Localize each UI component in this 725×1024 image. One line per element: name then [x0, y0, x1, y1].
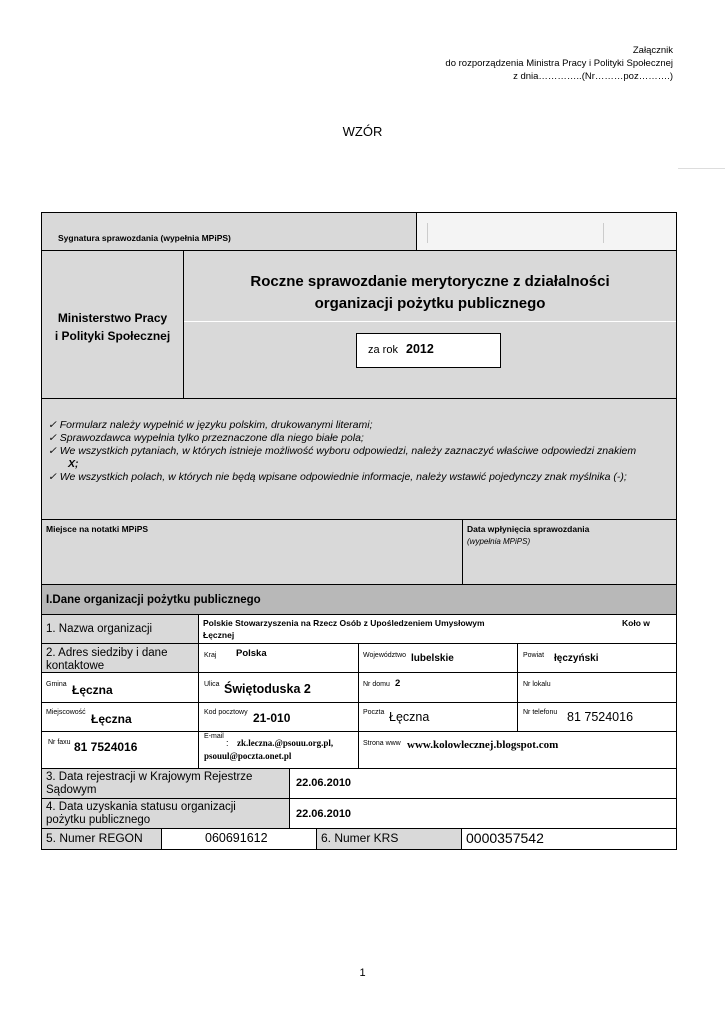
krs-registration-label-cell	[42, 769, 290, 799]
commune-label: Gmina	[46, 681, 67, 688]
opp-status-date: 22.06.2010	[296, 808, 352, 820]
address-label-2: kontaktowe	[46, 660, 105, 672]
krs-registration-label-2: Sądowym	[46, 784, 97, 796]
org-name-field[interactable]	[199, 615, 676, 644]
opp-status-label-1: 4. Data uzyskania statusu organizacji	[46, 801, 236, 813]
phone-field[interactable]	[518, 703, 676, 732]
instruction-1: ✓ Formularz należy wypełnić w języku polskim, drukowanymi literami;	[48, 419, 373, 431]
year-value: 2012	[406, 342, 434, 356]
report-title-cell	[184, 251, 676, 399]
apartment-number-label: Nr lokalu	[523, 681, 551, 688]
website-field[interactable]	[359, 732, 676, 769]
city-field[interactable]	[42, 703, 199, 732]
year-label: za rok	[368, 344, 398, 356]
county-label: Powiat	[523, 652, 545, 659]
section-header	[42, 585, 676, 615]
instruction-4: ✓ We wszystkich polach, w których nie będą wpisane odpowiednie informacje, należy wstawić pojedynczy znak myślnika (-);	[48, 471, 627, 483]
krs-registration-label-1: 3. Data rejestracji w Krajowym Rejestrze	[46, 771, 253, 783]
instruction-3: ✓ We wszystkich pytaniach, w których istnieje możliwość wyboru odpowiedzi, należy zaznaczyć właściwe odpowiedzi znakiem	[48, 445, 637, 457]
country-label: Kraj	[204, 652, 217, 659]
phone-value: 81 7524016	[567, 710, 634, 724]
header-line-2: do rozporządzenia Ministra Pracy i Polityki Społecznej	[445, 58, 673, 69]
krs-value: 0000357542	[466, 830, 544, 846]
post-office-label: Poczta	[363, 709, 385, 716]
org-name-value-suffix: Koło w	[622, 618, 650, 628]
postal-code-value: 21-010	[253, 711, 291, 725]
instruction-3-mark: X;	[68, 458, 79, 470]
report-title-line-1: Roczne sprawozdanie merytoryczne z działalności	[250, 273, 610, 290]
ministry-cell	[42, 251, 184, 399]
email-colon: :	[226, 738, 229, 748]
commune-field[interactable]	[42, 673, 199, 703]
post-office-value: Łęczna	[389, 710, 430, 724]
street-label: Ulica	[204, 681, 220, 688]
commune-value: Łęczna	[72, 683, 113, 697]
section-title: I.Dane organizacji pożytku publicznego	[46, 594, 261, 606]
post-office-field[interactable]	[359, 703, 518, 732]
postal-code-field[interactable]	[199, 703, 359, 732]
signature-label-cell	[42, 213, 417, 251]
page-number: 1	[359, 967, 366, 979]
county-field[interactable]	[518, 644, 676, 673]
address-label-1: 2. Adres siedziby i dane	[46, 647, 168, 659]
fax-field[interactable]	[42, 732, 199, 769]
county-value: łęczyński	[554, 653, 599, 664]
signature-label: Sygnatura sprawozdania (wypełnia MPiPS)	[58, 233, 231, 243]
city-value: Łęczna	[91, 712, 132, 726]
received-date-label: Data wpłynięcia sprawozdania	[467, 524, 590, 534]
fax-value: 81 7524016	[74, 740, 138, 754]
voivodeship-value: lubelskie	[411, 653, 454, 664]
notes-label: Miejsce na notatki MPiPS	[46, 524, 149, 534]
check-icon: ✓	[48, 419, 57, 431]
krs-label-cell	[317, 829, 462, 849]
check-icon: ✓	[48, 445, 57, 457]
phone-label: Nr telefonu	[523, 709, 558, 716]
check-icon: ✓	[48, 471, 57, 483]
address-label-cell	[42, 644, 199, 673]
year-field[interactable]	[356, 333, 501, 368]
house-number-value: 2	[395, 678, 401, 689]
received-date-sub: (wypełnia MPiPS)	[467, 537, 531, 546]
template-label: WZÓR	[342, 124, 383, 139]
email-label: E-mail	[204, 733, 224, 740]
voivodeship-label: Województwo	[363, 652, 407, 659]
country-value: Polska	[236, 648, 267, 659]
instructions-panel	[42, 399, 676, 520]
received-date-cell	[463, 520, 676, 585]
postal-code-label: Kod pocztowy	[204, 709, 248, 716]
instruction-2: ✓ Sprawozdawca wypełnia tylko przeznaczone dla niego białe pola;	[48, 432, 364, 444]
attachment-header	[445, 44, 673, 83]
header-line-1: Załącznik	[632, 45, 673, 56]
apartment-number-field[interactable]	[518, 673, 676, 703]
signature-input[interactable]	[417, 213, 676, 251]
voivodeship-field[interactable]	[359, 644, 518, 673]
krs-registration-date-field[interactable]	[290, 769, 676, 799]
regon-label: 5. Numer REGON	[46, 831, 143, 845]
check-icon: ✓	[48, 432, 57, 444]
krs-registration-date: 22.06.2010	[296, 777, 352, 789]
margin-line	[678, 168, 725, 169]
street-value: Świętoduska 2	[224, 682, 311, 696]
ministry-line-1: Ministerstwo Pracy	[57, 311, 168, 325]
opp-status-label-cell	[42, 799, 290, 829]
street-field[interactable]	[199, 673, 359, 703]
header-line-3: z dnia…………..(Nr………poz……….)	[513, 71, 673, 82]
city-label: Miejscowość	[46, 709, 86, 716]
fax-label: Nr faxu	[48, 739, 71, 746]
website-label: Strona www	[363, 740, 401, 747]
house-number-field[interactable]	[359, 673, 518, 703]
ministry-line-2: i Polityki Społecznej	[54, 329, 171, 343]
regon-field[interactable]	[162, 829, 317, 849]
website-value: www.kolowlecznej.blogspot.com	[407, 739, 559, 751]
krs-field[interactable]	[462, 829, 676, 849]
country-field[interactable]	[199, 644, 359, 673]
opp-status-date-field[interactable]	[290, 799, 676, 829]
email-value-2: psouul@poczta.onet.pl	[204, 751, 292, 761]
email-value-1: zk.leczna.@psouu.org.pl,	[237, 738, 334, 748]
notes-cell	[42, 520, 463, 585]
form-frame	[41, 212, 677, 850]
report-title-line-2: organizacji pożytku publicznego	[314, 295, 546, 312]
regon-label-cell	[42, 829, 162, 849]
opp-status-label-2: pożytku publicznego	[46, 814, 151, 826]
krs-label: 6. Numer KRS	[321, 831, 399, 845]
org-name-value-line2: Łęcznej	[203, 630, 235, 640]
org-name-value: Polskie Stowarzyszenia na Rzecz Osób z Upośledzeniem Umysłowym	[203, 618, 485, 628]
org-name-label-cell	[42, 615, 199, 644]
house-number-label: Nr domu	[363, 681, 390, 688]
regon-value: 060691612	[205, 831, 268, 845]
org-name-label: 1. Nazwa organizacji	[46, 623, 153, 635]
email-field[interactable]	[199, 732, 359, 769]
